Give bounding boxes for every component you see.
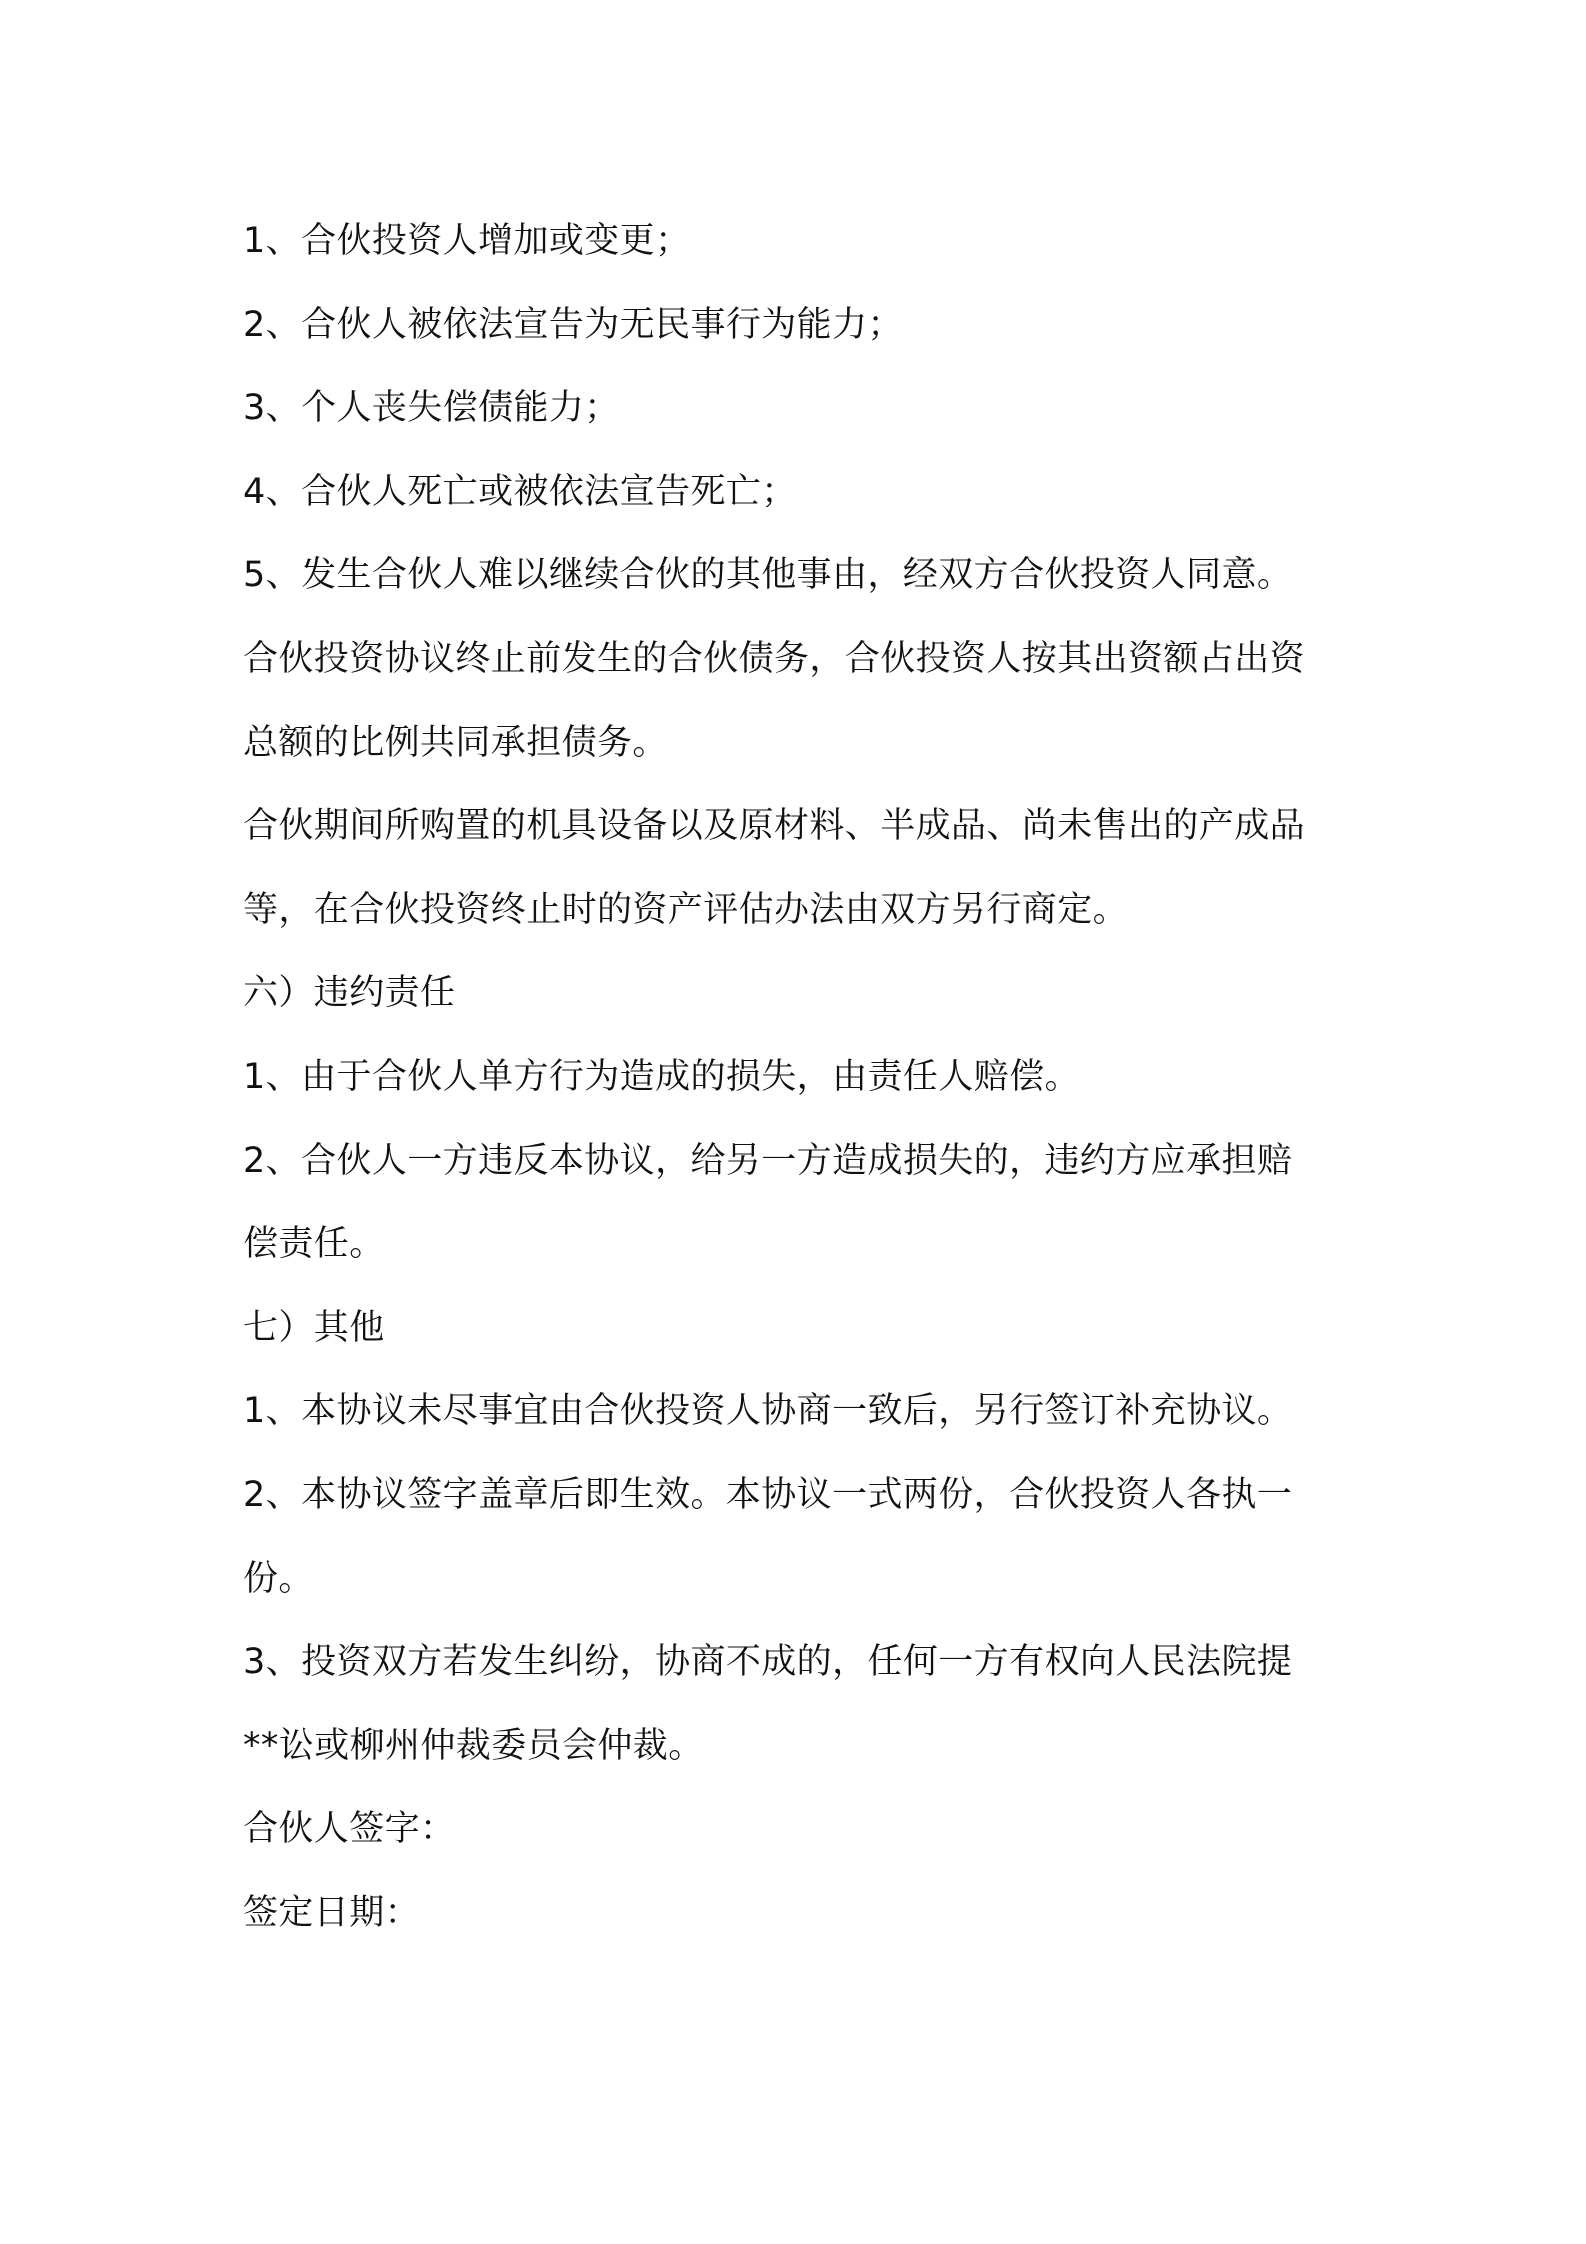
- other-item-1: 1、本协议未尽事宜由合伙投资人协商一致后，另行签订补充协议。: [243, 1391, 1293, 1432]
- signature-label: 合伙人签字：: [243, 1809, 456, 1850]
- asset-paragraph-line-1: 合伙期间所购置的机具设备以及原材料、半成品、尚未售出的产成品: [243, 806, 1306, 847]
- other-item-2-line-1: 2、本协议签字盖章后即生效。本协议一式两份，合伙投资人各执一: [243, 1474, 1293, 1515]
- liability-item-1: 1、由于合伙人单方行为造成的损失，由责任人赔偿。: [243, 1056, 1080, 1097]
- clause-dissolution-item-3: 3、个人丧失偿债能力；: [243, 388, 620, 429]
- liability-item-2-line-2: 偿责任。: [243, 1224, 385, 1265]
- clause-dissolution-item-4: 4、合伙人死亡或被依法宣告死亡；: [243, 471, 797, 512]
- signing-date-label: 签定日期：: [243, 1892, 421, 1933]
- clause-dissolution-item-1: 1、合伙投资人增加或变更；: [243, 221, 691, 261]
- liability-item-2-line-1: 2、合伙人一方违反本协议，给另一方造成损失的，违约方应承担赔: [243, 1140, 1293, 1181]
- other-item-3-line-1: 3、投资双方若发生纠纷，协商不成的，任何一方有权向人民法院提: [243, 1642, 1293, 1683]
- other-item-3-line-2: **讼或柳州仲裁委员会仲裁。: [243, 1725, 704, 1766]
- clause-dissolution-item-5: 5、发生合伙人难以继续合伙的其他事由，经双方合伙投资人同意。: [243, 555, 1293, 596]
- debt-paragraph-line-1: 合伙投资协议终止前发生的合伙债务，合伙投资人按其出资额占出资: [243, 638, 1306, 679]
- asset-paragraph-line-2: 等，在合伙投资终止时的资产评估办法由双方另行商定。: [243, 889, 1129, 930]
- clause-dissolution-item-2: 2、合伙人被依法宣告为无民事行为能力；: [243, 304, 903, 345]
- debt-paragraph-line-2: 总额的比例共同承担债务。: [243, 722, 668, 763]
- section-heading-liability: 六）违约责任: [243, 973, 456, 1014]
- document-body: [243, 200, 1363, 1955]
- other-item-2-line-2: 份。: [243, 1558, 314, 1599]
- section-heading-other: 七）其他: [243, 1307, 385, 1348]
